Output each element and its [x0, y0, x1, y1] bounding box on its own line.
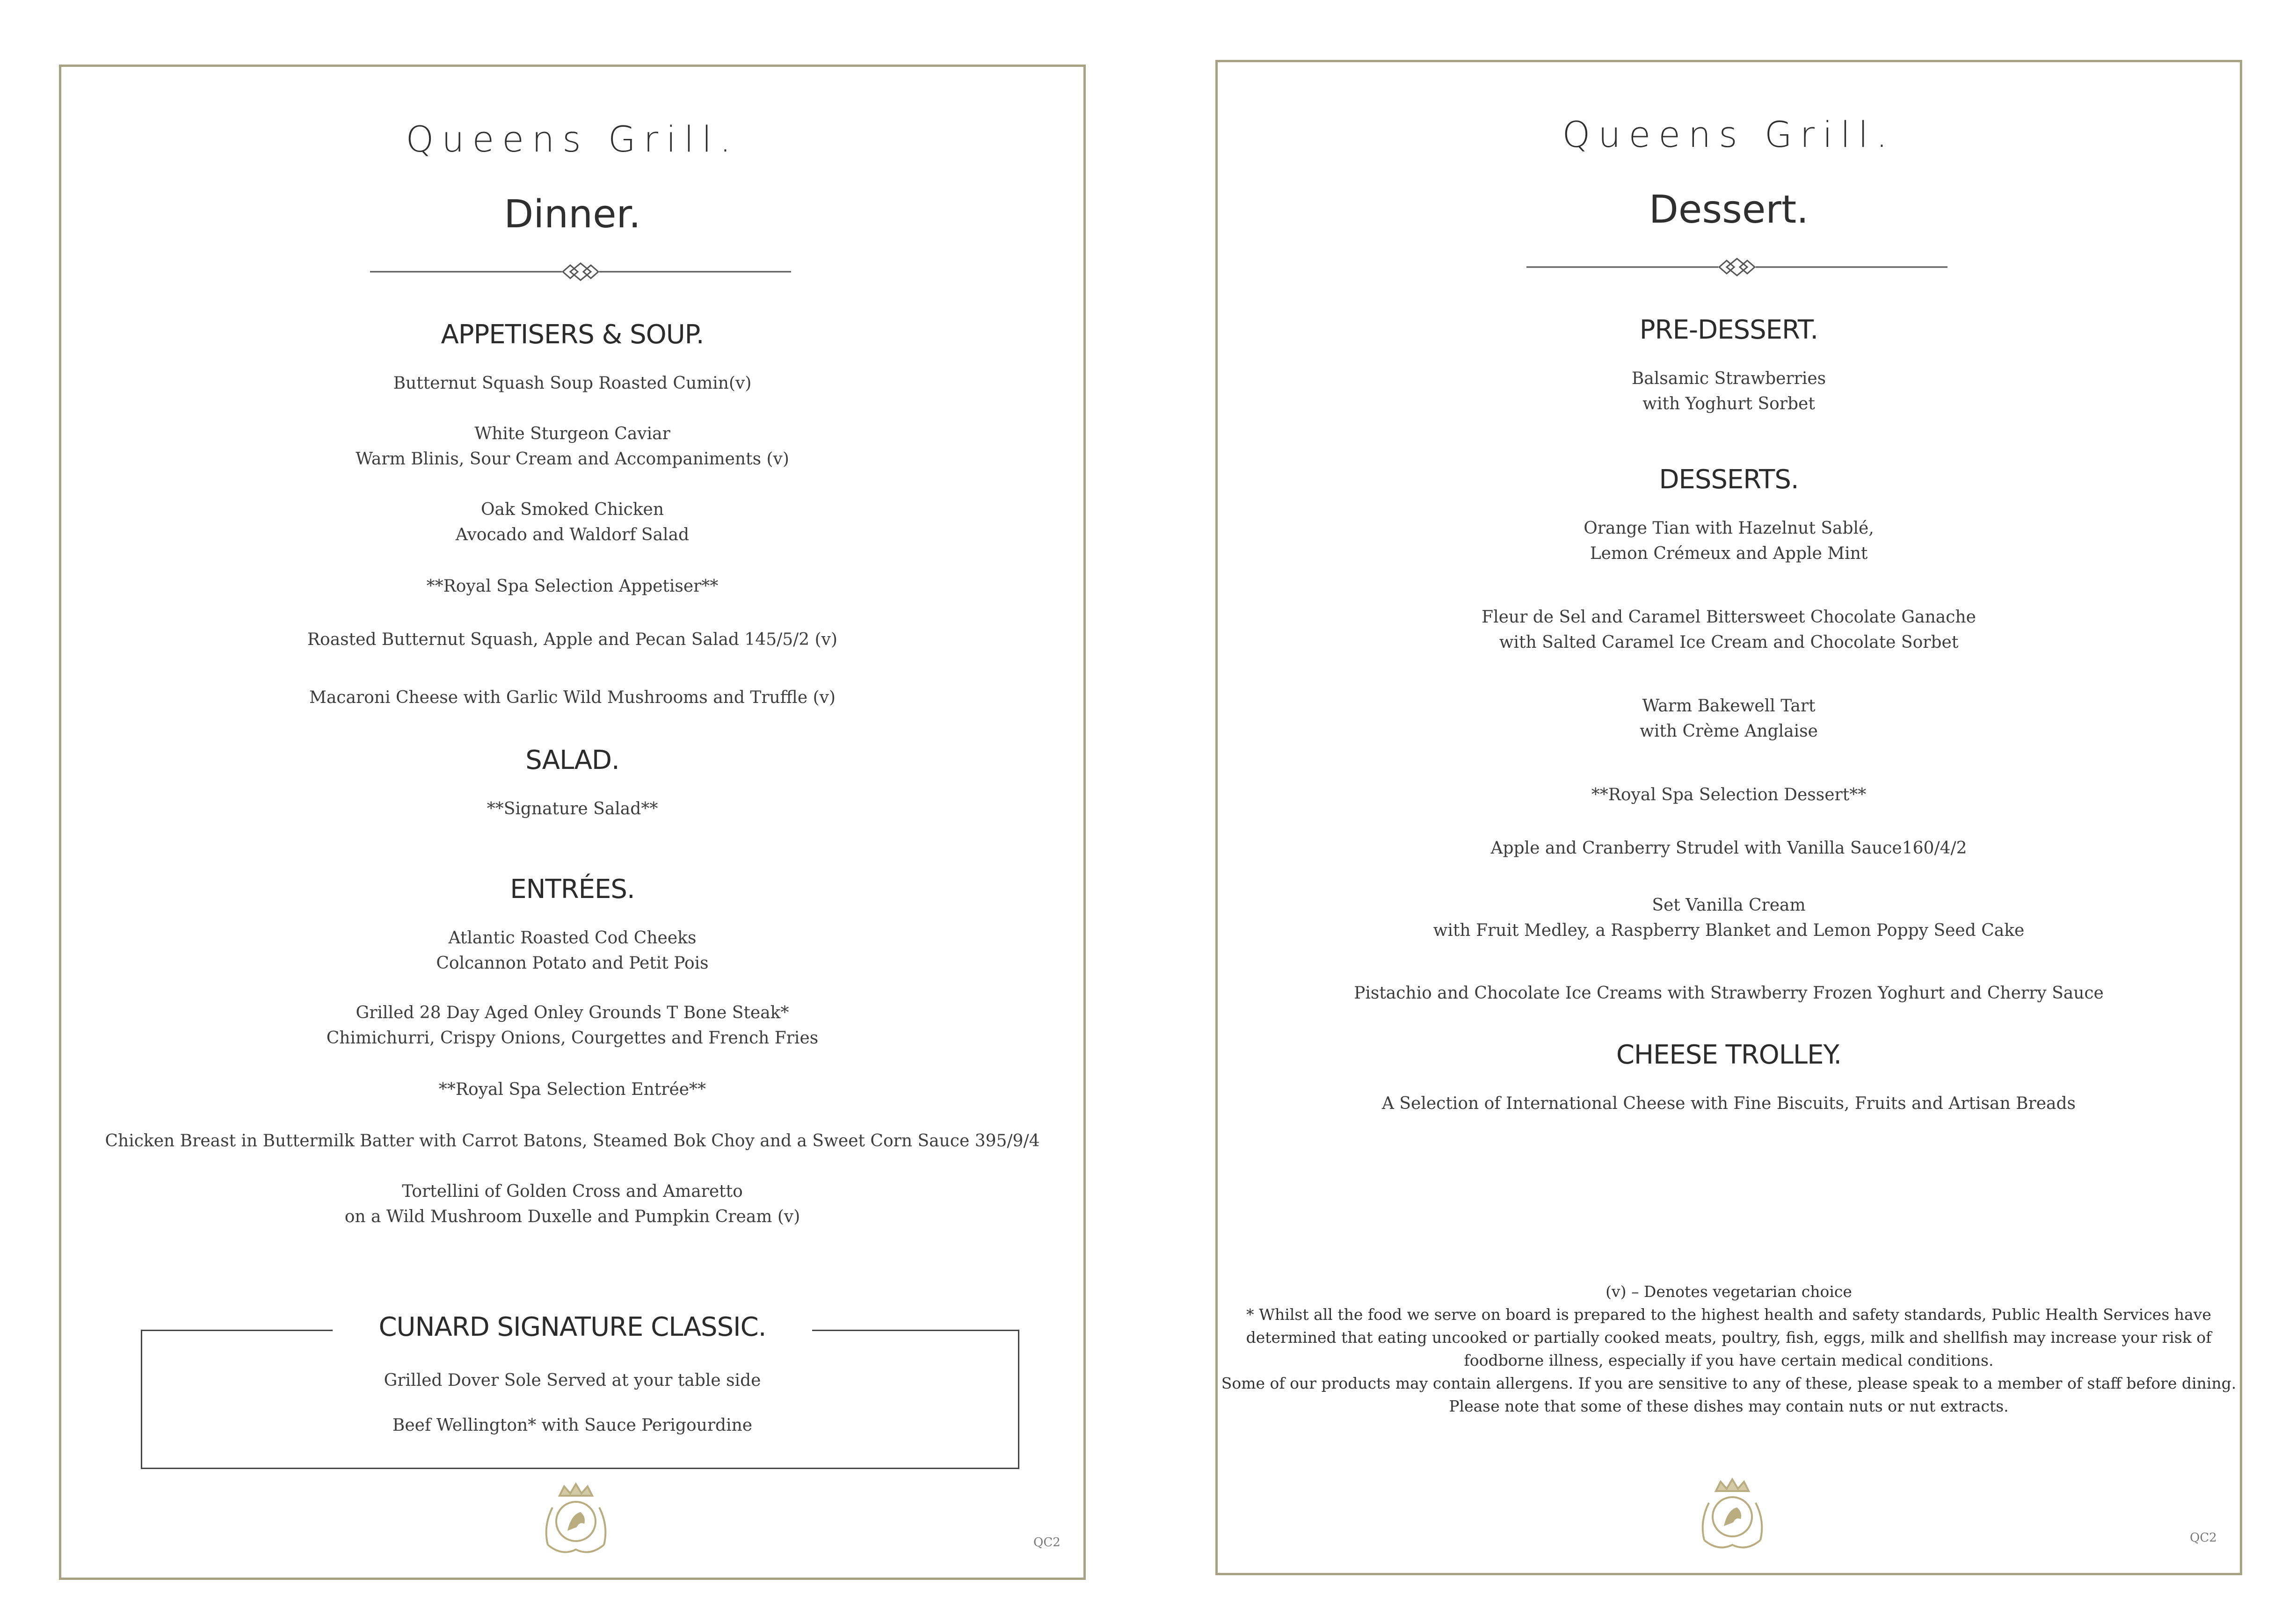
menu-item: Atlantic Roasted Cod Cheeks Colcannon Potato and Petit Pois — [436, 928, 709, 973]
menu-item: Warm Bakewell Tart with Crème Anglaise — [1640, 696, 1818, 741]
section-desserts: DESSERTS. — [1659, 464, 1799, 495]
lion-crest-icon — [534, 1475, 618, 1564]
menu-item: Apple and Cranberry Strudel with Vanilla Sauce160/4/2 — [1490, 839, 1967, 858]
page-code: QC2 — [2190, 1531, 2217, 1545]
signature-classic-box — [141, 1330, 1019, 1469]
section-entrees: ENTRÉES. — [510, 874, 635, 905]
dessert-title: Dessert. — [1649, 188, 1809, 232]
section-cheese-trolley: CHEESE TROLLEY. — [1616, 1040, 1842, 1070]
menu-item: **Royal Spa Selection Entrée** — [438, 1080, 706, 1099]
dietary-notes: (v) – Denotes vegetarian choice * Whilst all the food we serve on board is prepared to the highest health and safety standards, Public Health Services have determined that eating uncooked or partially cooked meats, poultry, fish, eggs, milk and shellfish may increase your risk of foodborne illness, especially if you have certain medical conditions. Some of our products may contain allergens. If you are sensitive to any of these, please speak to a member of staff before dining. Please note that some of these dishes may contain nuts or nut extracts. — [1221, 1282, 2237, 1415]
section-signature: CUNARD SIGNATURE CLASSIC. — [333, 1312, 812, 1342]
menu-item: Chicken Breast in Buttermilk Batter with Carrot Batons, Steamed Bok Choy and a Sweet Corn Sauce 395/9/4 — [105, 1131, 1040, 1151]
dinner-menu-page — [59, 65, 1086, 1580]
page-code: QC2 — [1033, 1535, 1061, 1550]
diamond-ornament-icon — [1526, 258, 1947, 276]
menu-item: Grilled Dover Sole Served at your table side — [384, 1371, 761, 1390]
menu-item: Tortellini of Golden Cross and Amaretto on a Wild Mushroom Duxelle and Pumpkin Cream (v) — [344, 1182, 800, 1226]
menu-item: Macaroni Cheese with Garlic Wild Mushrooms and Truffle (v) — [309, 688, 836, 707]
menu-item: Roasted Butternut Squash, Apple and Pecan Salad 145/5/2 (v) — [307, 630, 838, 649]
menu-item: Oak Smoked Chicken Avocado and Waldorf Salad — [455, 500, 690, 544]
menu-item: Pistachio and Chocolate Ice Creams with Strawberry Frozen Yoghurt and Cherry Sauce — [1354, 984, 2104, 1003]
menu-item: **Royal Spa Selection Dessert** — [1591, 785, 1867, 804]
diamond-ornament-icon — [370, 262, 791, 281]
menu-item: White Sturgeon Caviar Warm Blinis, Sour Cream and Accompaniments (v) — [356, 424, 789, 469]
menu-item: Butternut Squash Soup Roasted Cumin(v) — [393, 374, 752, 393]
section-salad: SALAD. — [525, 745, 619, 775]
section-appetisers: APPETISERS & SOUP. — [441, 319, 704, 350]
dinner-brand: Queens Grill. — [406, 118, 739, 160]
section-pre-dessert: PRE-DESSERT. — [1639, 315, 1818, 345]
dessert-brand: Queens Grill. — [1562, 114, 1896, 155]
lion-crest-icon — [1690, 1470, 1774, 1559]
menu-item: **Royal Spa Selection Appetiser** — [426, 577, 719, 596]
menu-item: Grilled 28 Day Aged Onley Grounds T Bone Steak* Chimichurri, Crispy Onions, Courgettes and French Fries — [326, 1003, 819, 1048]
menu-item: A Selection of International Cheese with Fine Biscuits, Fruits and Artisan Breads — [1381, 1094, 2076, 1113]
dessert-menu-page — [1215, 60, 2242, 1575]
dinner-title: Dinner. — [504, 192, 641, 237]
menu-item: Orange Tian with Hazelnut Sablé, Lemon Crémeux and Apple Mint — [1584, 519, 1874, 563]
menu-item: Balsamic Strawberries with Yoghurt Sorbet — [1631, 369, 1826, 413]
menu-item: Fleur de Sel and Caramel Bittersweet Chocolate Ganache with Salted Caramel Ice Cream and Chocolate Sorbet — [1482, 608, 1976, 652]
menu-item: **Signature Salad** — [487, 799, 658, 818]
menu-item: Beef Wellington* with Sauce Perigourdine — [392, 1416, 753, 1435]
menu-item: Set Vanilla Cream with Fruit Medley, a Raspberry Blanket and Lemon Poppy Seed Cake — [1433, 896, 2025, 940]
